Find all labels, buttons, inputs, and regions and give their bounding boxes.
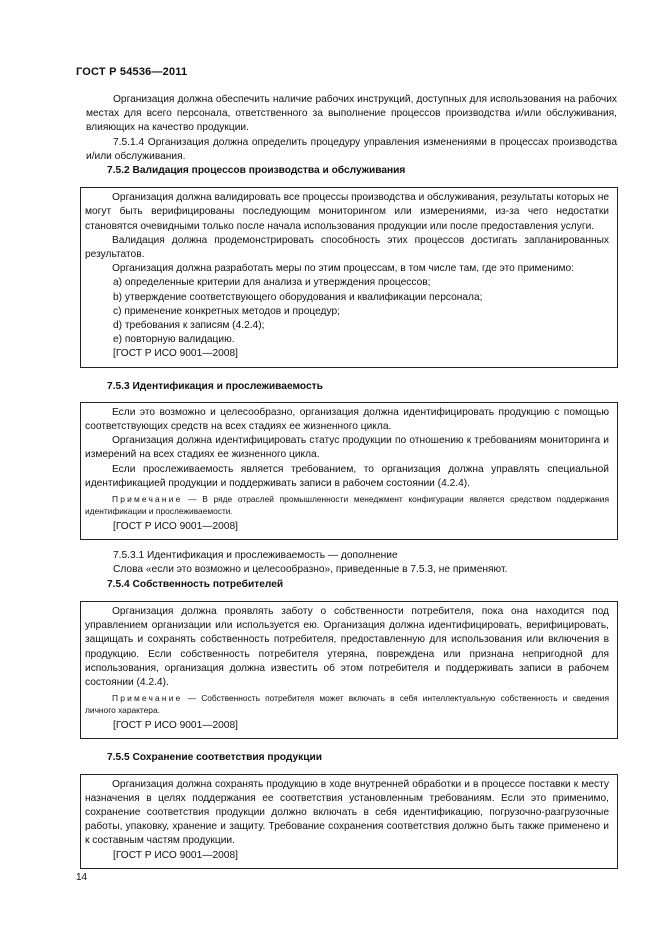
paragraph: Организация должна разработать меры по этим процессам, в том числе там, где это применимо: <box>112 263 575 275</box>
quote-box-7-5-3 <box>80 402 618 540</box>
paragraph: Организация должна проявлять заботу о собственности потребителя, пока она находится под управлением организации или используется ею. Организация должна идентифицировать, верифицировать, защищать и сохранять собственность потребителя, предоставленную для использования или включения в продукцию. Если собственность потребителя утеряна, повреждена или признана непригодной для использования, организация должна известить об этом потребителя и поддерживать записи в рабочем состоянии (4.2.4). <box>85 605 609 688</box>
source-reference: [ГОСТ Р ИСО 9001—2008] <box>113 348 238 360</box>
section-heading-7-5-5: 7.5.5 Сохранение соответствия продукции <box>107 752 323 764</box>
quote-box-7-5-5 <box>80 774 618 869</box>
note <box>85 692 609 716</box>
clause-7-5-1-4: 7.5.1.4 Организация должна определить процедуру управления изменениями в процессах производства и/или обслуживания. <box>86 136 617 162</box>
page-content <box>86 93 617 869</box>
quote-box-7-5-2 <box>80 187 618 367</box>
clause-7-5-3-1 <box>86 549 617 577</box>
paragraph: Если прослеживаемость является требованием, то организация должна управлять специальной идентификацией продукции и поддерживать записи в рабочем состоянии (4.2.4). <box>85 463 609 489</box>
intro-paragraph-1: Организация должна обеспечить наличие рабочих инструкций, доступных для использования на рабочих местах для всего персонала, ответственного за выполнение процессов производства и/или обслуживания, влияющих на качество продукции. <box>86 94 617 134</box>
list-item: b) утверждение соответствующего оборудования и квалификации персонала; <box>113 291 483 303</box>
quote-box-7-5-4 <box>80 601 618 739</box>
paragraph: Организация должна валидировать все процессы производства и обслуживания, результаты которых не могут быть верифицированы последующим мониторингом или измерениями, из-за чего недостатки становятся очевидными только после начала использования продукции или после предоставления услуги. <box>85 192 609 232</box>
clause-line: 7.5.3.1 Идентификация и прослеживаемость — дополнение <box>113 550 398 562</box>
section-heading-7-5-4: 7.5.4 Собственность потребителей <box>107 578 284 590</box>
page-number: 14 <box>76 872 88 883</box>
note-text: — В ряде отраслей промышленности менеджмент конфигурации является средством поддержания идентификации и прослеживаемости. <box>85 494 609 517</box>
source-reference: [ГОСТ Р ИСО 9001—2008] <box>113 849 238 861</box>
paragraph: Валидация должна продемонстрировать способность этих процессов достигать запланированных результатов. <box>85 234 609 261</box>
note-label: Примечание <box>112 494 183 505</box>
paragraph: Если это возможно и целесообразно, организация должна идентифицировать продукцию с помощью соответствующих средств на всех стадиях ее жизненного цикла. <box>85 406 609 433</box>
note-label: Примечание <box>112 693 183 704</box>
paragraph: Организация должна идентифицировать статус продукции по отношению к требованиям мониторинга и измерений на всех стадиях ее жизненного цикла. <box>85 435 609 461</box>
document-id: ГОСТ Р 54536—2011 <box>76 66 188 78</box>
section-heading-7-5-3: 7.5.3 Идентификация и прослеживаемость <box>107 380 323 392</box>
list-item: e) повторную валидацию. <box>113 334 235 346</box>
source-reference: [ГОСТ Р ИСО 9001—2008] <box>113 521 238 533</box>
list-item: a) определенные критерии для анализа и утверждения процессов; <box>113 277 431 289</box>
source-reference: [ГОСТ Р ИСО 9001—2008] <box>113 720 238 732</box>
list-item: d) требования к записям (4.2.4); <box>113 320 265 332</box>
clause-line: Слова «если это возможно и целесообразно», приведенные в 7.5.3, не применяют. <box>113 564 508 576</box>
list-item: c) применение конкретных методов и процедур; <box>113 305 340 317</box>
note-text: — Собственность потребителя может включать в себя интеллектуальную собственность и сведения личного характера. <box>85 693 610 716</box>
section-heading-7-5-2: 7.5.2 Валидация процессов производства и обслуживания <box>107 165 406 177</box>
paragraph: Организация должна сохранять продукцию в ходе внутренней обработки и в процессе поставки к месту назначения в целях поддержания ее соответствия установленным требованиям. Если это применимо, сохранение соответствия продукции должно включать в себя идентификацию, погрузочно-разгрузочные работы, упаковку, хранение и защиту. Требование сохранения соответствия должно быть также применено и к составным частям продукции. <box>85 778 609 847</box>
note <box>85 493 609 517</box>
